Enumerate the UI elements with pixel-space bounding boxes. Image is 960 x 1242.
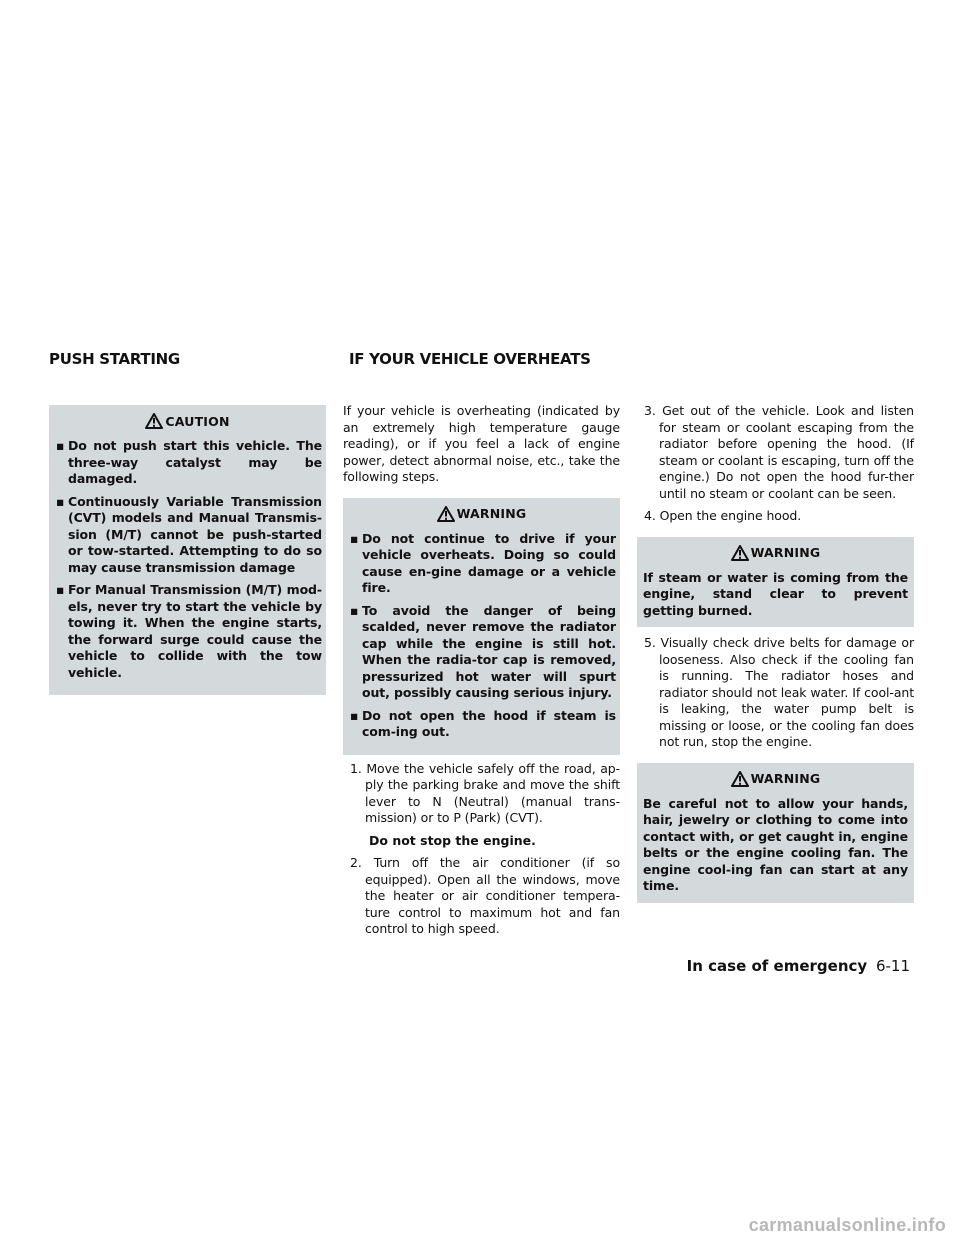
warning-box-2 xyxy=(637,537,914,628)
page-footer xyxy=(687,957,910,975)
steps-list-middle xyxy=(343,761,620,938)
warning-text: Be careful not to allow your hands, hair, jewelry or clothing to come into contact with, or get caught in, engine belts or the engine cooling fan. The engine cool-ing fan can start at any time. xyxy=(643,795,908,893)
warning-triangle-icon xyxy=(145,413,163,429)
warning-text: If steam or water is coming from the engine, stand clear to prevent getting burned. xyxy=(643,569,908,618)
caution-item: ▪ Do not push start this vehicle. The three-way catalyst may be damaged. xyxy=(53,438,322,488)
step-note: Do not stop the engine. xyxy=(369,832,536,848)
step-item: 3. Get out of the vehicle. Look and listen for steam or coolant escaping from the radiator before opening the hood. (If steam or coolant is escaping, turn off the engine.) Do not open the hood fur-ther until no steam or coolant can be seen. xyxy=(644,403,914,501)
steps-list-right xyxy=(637,403,914,525)
step-item: 5. Visually check drive belts for damage or looseness. Also check if the cooling fan is running. The radiator hoses and radiator should not leak water. If cool-ant is leaking, the water pump belt is missing or loose, or the cooling fan does not run, stop the engine. xyxy=(644,635,914,749)
page-number: 6-11 xyxy=(875,957,910,975)
warning-triangle-icon xyxy=(731,771,749,787)
middle-column xyxy=(343,403,620,944)
warning-triangle-icon xyxy=(731,545,749,561)
warning-box-1 xyxy=(343,498,620,755)
step-item: 1. Move the vehicle safely off the road, ap-ply the parking brake and move the shift lever to N (Neutral) (manual trans-mission) or to P (Park) (CVT). xyxy=(350,760,620,825)
steps-list-right-2 xyxy=(637,635,914,751)
warning-triangle-icon xyxy=(437,506,455,522)
warning-title xyxy=(641,767,910,796)
caution-item: ▪ For Manual Transmission (M/T) mod-els, never try to start the vehicle by towing it. When the engine starts, the forward surge could cause the vehicle to collide with the tow vehicle. xyxy=(53,582,322,681)
caution-list xyxy=(53,438,322,681)
step-item: 4. Open the engine hood. xyxy=(644,508,802,523)
warning-title xyxy=(641,541,910,570)
left-column xyxy=(49,405,326,695)
warning-item: ▪ Do not continue to drive if your vehicle overheats. Doing so could cause en-gine damage or a vehicle fire. xyxy=(347,531,616,597)
warning-item: ▪ To avoid the danger of being scalded, never remove the radiator cap while the engine is still hot. When the radia-tor cap is removed, pressurized hot water will spurt out, possibly causing serious injury. xyxy=(347,603,616,702)
warning-title-text: WARNING xyxy=(456,506,527,521)
section-heading-push-starting: PUSH STARTING xyxy=(49,350,180,368)
caution-title-text: CAUTION xyxy=(165,413,230,429)
footer-section-title: In case of emergency xyxy=(686,957,868,975)
intro-paragraph: If your vehicle is overheating (indicated by an extremely high temperature gauge reading), or if you feel a lack of engine power, detect abnormal noise, etc., take the following steps. xyxy=(343,403,620,484)
section-heading-overheats: IF YOUR VEHICLE OVERHEATS xyxy=(349,350,591,368)
warning-box-3 xyxy=(637,763,914,903)
caution-title xyxy=(53,409,322,438)
warning-item: ▪ Do not open the hood if steam is com-ing out. xyxy=(347,708,616,741)
caution-item: ▪ Continuously Variable Transmission (CVT) models and Manual Transmis-sion (M/T) cannot be push-started or tow-started. Attempting to do so may cause transmission damage xyxy=(53,494,322,577)
watermark: carmanualsonline.info xyxy=(748,1215,946,1235)
step-item: 2. Turn off the air conditioner (if so equipped). Open all the windows, move the heater or air conditioner tempera-ture control to maximum hot and fan control to high speed. xyxy=(350,855,620,936)
warning-title-text: WARNING xyxy=(750,771,821,786)
caution-box xyxy=(49,405,326,695)
warning-title xyxy=(347,502,616,531)
warning-list xyxy=(347,531,616,741)
warning-title-text: WARNING xyxy=(750,545,821,560)
right-column xyxy=(637,403,914,903)
